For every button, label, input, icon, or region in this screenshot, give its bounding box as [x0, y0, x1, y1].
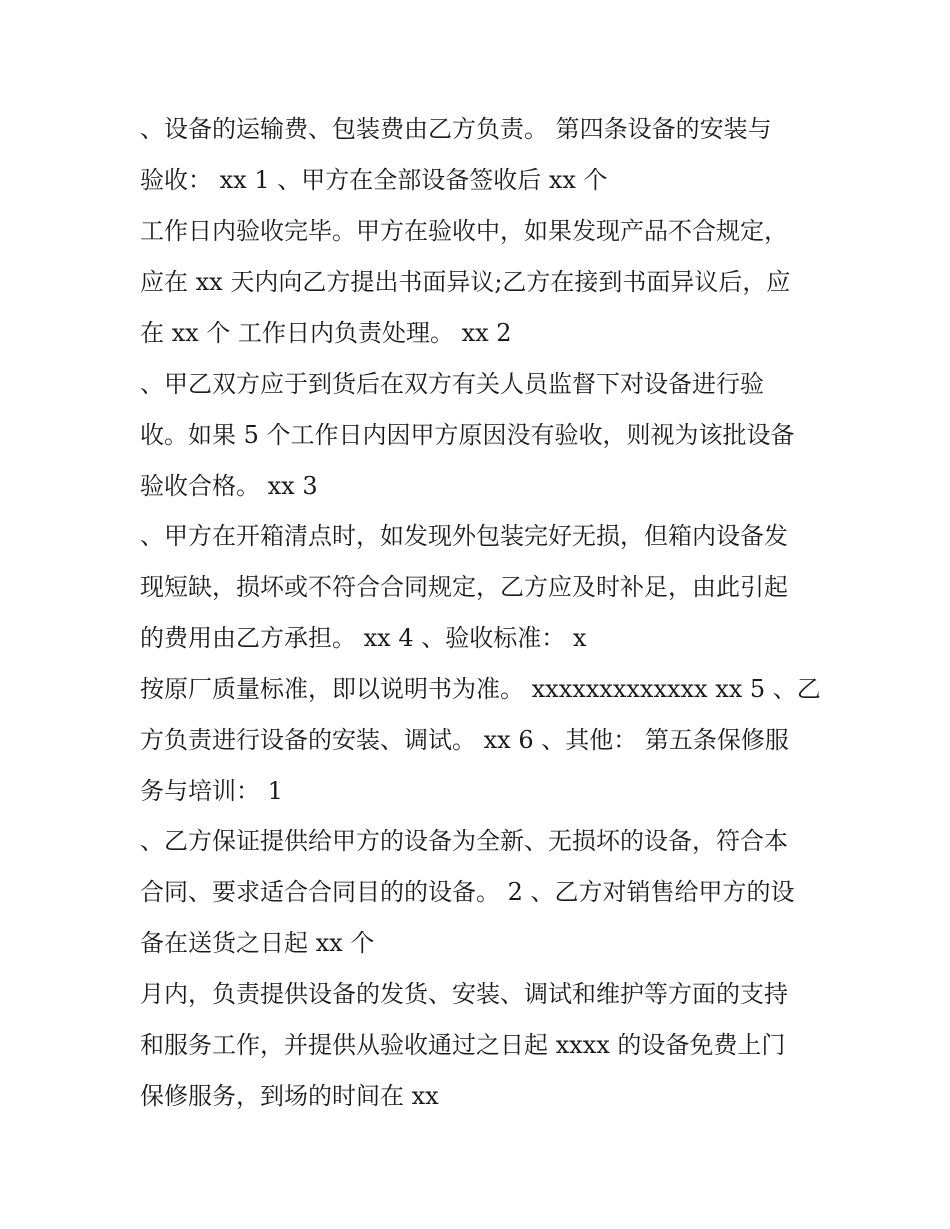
- text-line: 合同、要求适合合同目的的设备。 2 、乙方对销售给甲方的设: [140, 878, 795, 906]
- text-line: 月内，负责提供设备的发货、安装、调试和维护等方面的支持: [140, 980, 788, 1008]
- text-line: 按原厂质量标准，即以说明书为准。 xxxxxxxxxxxxx xx 5 、乙: [140, 675, 821, 703]
- text-line: 、甲乙双方应于到货后在双方有关人员监督下对设备进行验: [140, 370, 764, 398]
- text-line: 在 xx 个 工作日内负责处理。 xx 2: [140, 319, 512, 347]
- text-line: 、设备的运输费、包装费由乙方负责。 第四条设备的安装与: [140, 115, 772, 143]
- text-line: 保修服务，到场的时间在 xx: [140, 1082, 439, 1110]
- text-line: 务与培训： 1: [140, 777, 283, 805]
- text-line: 和服务工作，并提供从验收通过之日起 xxxx 的设备免费上门: [140, 1031, 786, 1059]
- text-line: 应在 xx 天内向乙方提出书面异议;乙方在接到书面异议后，应: [140, 268, 791, 296]
- text-line: 收。如果 5 个工作日内因甲方原因没有验收，则视为该批设备: [140, 421, 795, 449]
- text-line: 方负责进行设备的安装、调试。 xx 6 、其他： 第五条保修服: [140, 726, 789, 754]
- text-line: 现短缺，损坏或不符合合同规定，乙方应及时补足，由此引起: [140, 573, 788, 601]
- text-line: 验收： xx 1 、甲方在全部设备签收后 xx 个: [140, 166, 608, 194]
- text-line: 工作日内验收完毕。甲方在验收中，如果发现产品不合规定，: [140, 217, 788, 245]
- text-line: 、甲方在开箱清点时，如发现外包装完好无损，但箱内设备发: [140, 522, 788, 550]
- text-line: 备在送货之日起 xx 个: [140, 929, 375, 957]
- text-line: 、乙方保证提供给甲方的设备为全新、无损坏的设备，符合本: [140, 827, 788, 855]
- text-line: 验收合格。 xx 3: [140, 472, 318, 500]
- text-line: 的费用由乙方承担。 xx 4 、验收标准： x: [140, 624, 587, 652]
